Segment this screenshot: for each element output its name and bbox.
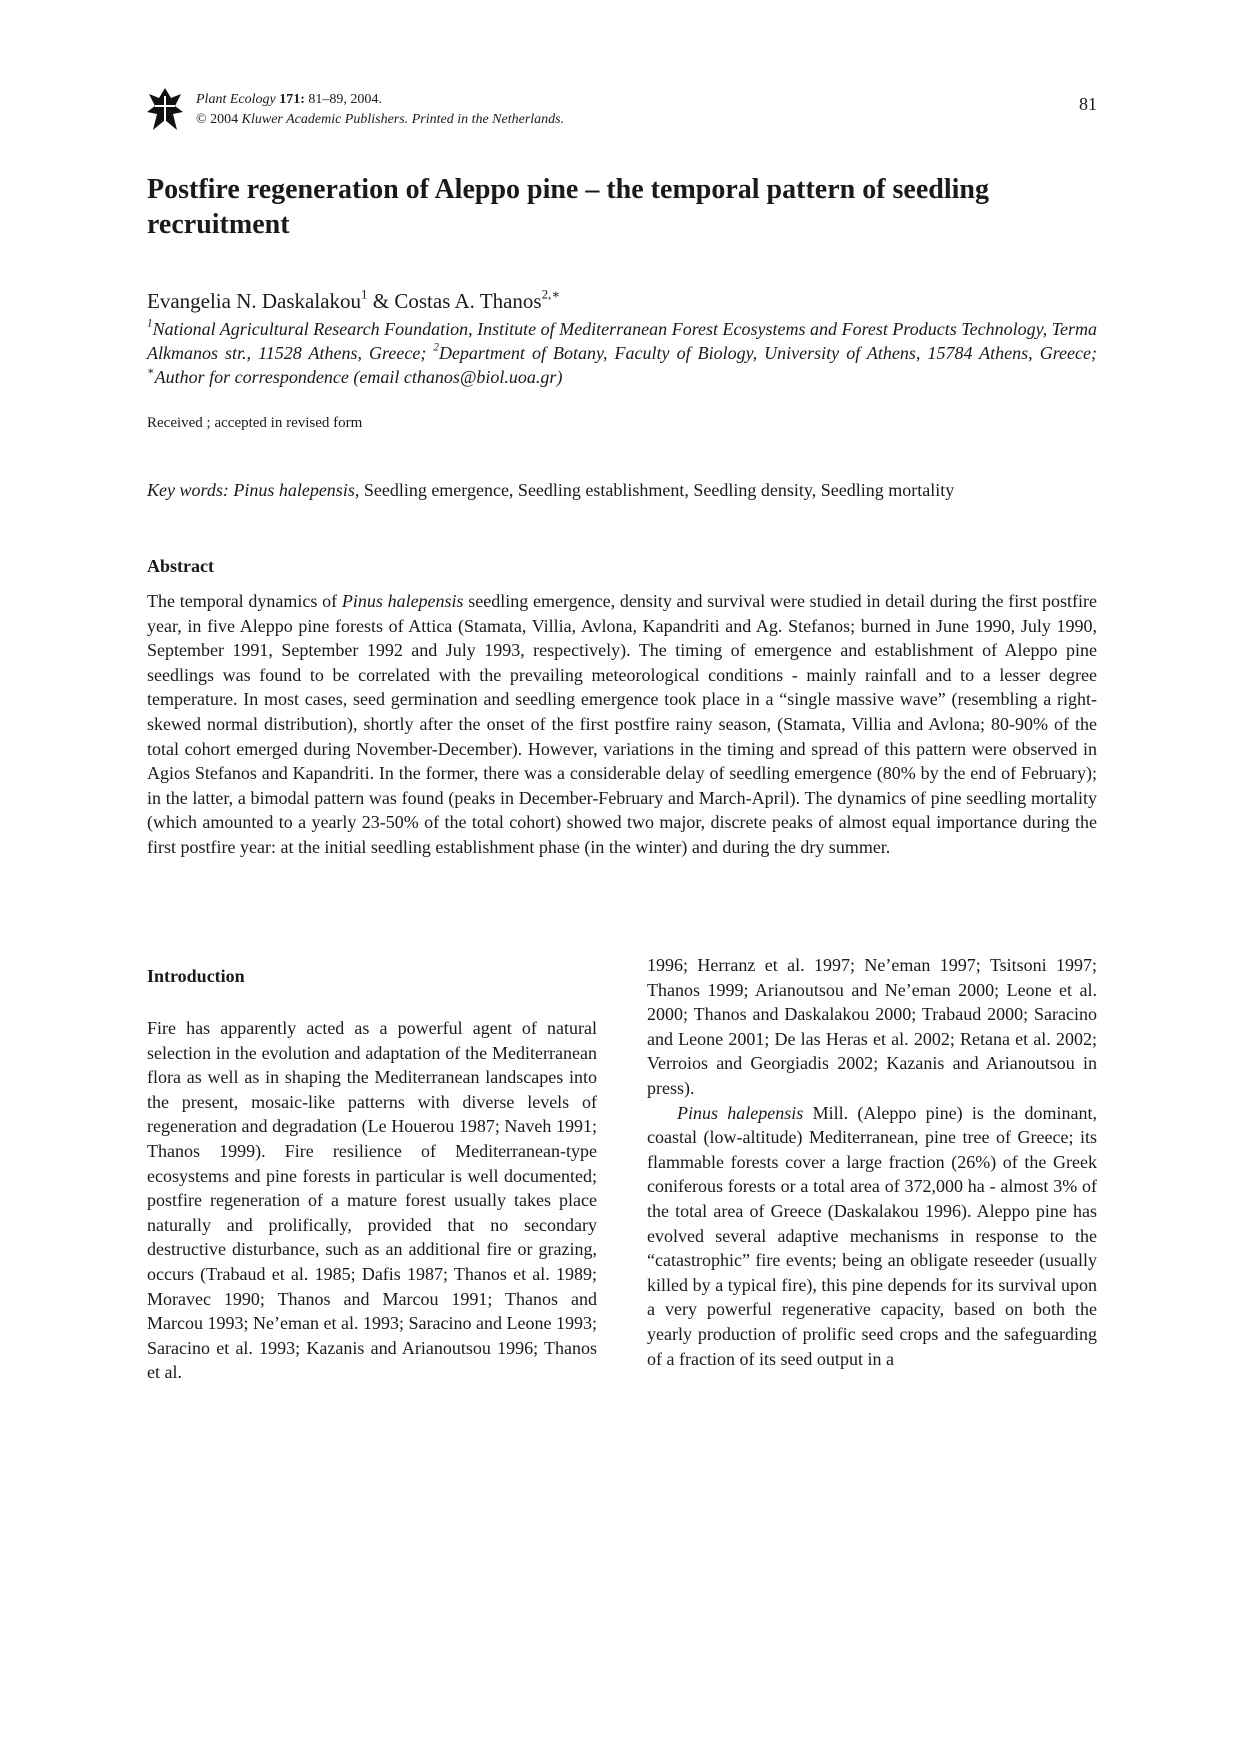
left-column <box>147 1016 597 1385</box>
right-column <box>647 953 1097 1371</box>
publisher-logo-icon <box>147 86 183 132</box>
author-separator: & <box>367 289 395 313</box>
correspondence-marker: ∗ <box>147 365 155 378</box>
paper-title: Postfire regeneration of Aleppo pine – the temporal pattern of seedling recruitment <box>147 174 989 240</box>
affiliation-1-marker: 1 <box>147 317 153 330</box>
abstract-species: Pinus halepensis <box>341 591 464 611</box>
affiliations <box>147 317 1097 389</box>
keywords-species: Pinus halepensis <box>233 480 355 500</box>
journal-citation <box>196 90 382 109</box>
introduction-paragraph-2 <box>647 1101 1097 1372</box>
journal-header <box>147 84 1097 134</box>
abstract-text-rest: seedling emergence, density and survival were studied in detail during the first postfire year, in five Aleppo pine forests of Attica (Stamata, Villia, Avlona, Kapandriti and Ag. Stefanos; burned in June 1990, July 1990, September 1991, September 1992 and July 1993, respectively). The timing of emergence and establishment of Aleppo pine seedlings was found to be correlated with the prevailing meteorological conditions - mainly rainfall and to a lesser degree temperature. In most cases, seed germination and seedling emergence took place in a “single massive wave” (resembling a right-skewed normal distribution), shortly after the onset of the first postfire rainy season, (Stamata, Villia and Avlona; 80-90% of the total cohort emerged during November-December). However, variations in the timing and spread of this pattern were observed in Agios Stefanos and Kapandriti. In the former, there was a considerable delay of seedling emergence (80% by the end of February); in the latter, a bimodal pattern was found (peaks in December-February and March-April). The dynamics of pine seedling mortality (which amounted to a yearly 23-50% of the total cohort) showed two major, discrete peaks of almost equal importance during the first postfire year: at the initial seedling establishment phase (in the winter) and during the dry summer. <box>147 591 1097 857</box>
introduction-heading: Introduction <box>147 966 245 986</box>
abstract-text-start: The temporal dynamics of <box>147 591 342 611</box>
copyright-line <box>196 110 564 129</box>
paragraph-2-species: Pinus halepensis <box>677 1102 804 1123</box>
abstract-text <box>147 589 1097 860</box>
introduction-paragraph-1-continued: 1996; Herranz et al. 1997; Ne’eman 1997; Tsitsoni 1997; Thanos 1999; Arianoutsou and Ne’eman 2000; Leone et al. 2000; Thanos and Daskalakou 2000; Trabaud 2000; Saracino and Leone 2001; De las Heras et al. 2002; Retana et al. 2002; Verroios and Georgiadis 2002; Kazanis and Arianoutsou in press). <box>647 955 1097 1098</box>
abstract-heading: Abstract <box>147 556 214 576</box>
affiliation-2-marker: 2 <box>433 341 439 354</box>
correspondence: Author for correspondence (email cthanos@biol.uoa.gr) <box>154 367 563 387</box>
author-list <box>147 286 561 314</box>
keywords-label: Key words: <box>147 480 234 500</box>
copyright-prefix: © 2004 <box>196 112 242 127</box>
affiliation-2: Department of Botany, Faculty of Biology, University of Athens, 15784 Athens, Greece; <box>438 343 1097 363</box>
author-1-affiliation-marker: 1 <box>361 286 368 302</box>
keywords-list: , Seedling emergence, Seedling establishment, Seedling density, Seedling mortality <box>354 480 955 500</box>
introduction-paragraph-1: Fire has apparently acted as a powerful agent of natural selection in the evolution and adaptation of the Mediterranean flora as well as in shaping the Mediterranean landscapes into the present, mosaic-like patterns with diverse levels of regeneration and degradation (Le Houerou 1987; Naveh 1991; Thanos 1999). Fire resilience of Mediterranean-type ecosystems and pine forests in particular is well documented; postfire regeneration of a mature forest usually takes place naturally and prolifically, provided that no secondary destructive disturbance, such as an additional fire or grazing, occurs (Trabaud et al. 1985; Dafis 1987; Thanos et al. 1989; Moravec 1990; Thanos and Marcou 1991; Thanos and Marcou 1993; Ne’eman et al. 1993; Saracino and Leone 1993; Saracino et al. 1993; Kazanis and Arianoutsou 1996; Thanos et al. <box>147 1018 597 1383</box>
paragraph-2-text: Mill. (Aleppo pine) is the dominant, coastal (low-altitude) Mediterranean, pine tree of Greece; its flammable forests cover a large fraction (26%) of the Greek coniferous forests or a total area of 372,000 ha - almost 3% of the total area of Greece (Daskalakou 1996). Aleppo pine has evolved several adaptive mechanisms in response to the “catastrophic” fire events; being an obligate reseeder (usually killed by a typical fire), this pine depends for its survival upon a very powerful regenerative capacity, based on both the yearly production of prolific seed crops and the safeguarding of a fraction of its seed output in a <box>647 1102 1098 1369</box>
journal-volume: 171: <box>279 92 305 107</box>
received-dates: Received ; accepted in revised form <box>147 415 363 431</box>
journal-name: Plant Ecology <box>196 92 276 107</box>
author-2-affiliation-marker: 2,∗ <box>541 286 561 302</box>
keywords <box>147 480 1097 501</box>
publisher-name: Kluwer Academic Publishers. Printed in the Netherlands. <box>241 112 565 127</box>
author-2: Costas A. Thanos <box>394 289 542 313</box>
page-number: 81 <box>1079 94 1097 114</box>
journal-pages: 81–89, 2004. <box>308 92 382 107</box>
author-1: Evangelia N. Daskalakou <box>147 289 362 313</box>
affiliation-1: National Agricultural Research Foundation, Institute of Mediterranean Forest Ecosystems and Forest Products Technology, Terma Alkmanos str., 11528 Athens, Greece; <box>147 319 1097 363</box>
